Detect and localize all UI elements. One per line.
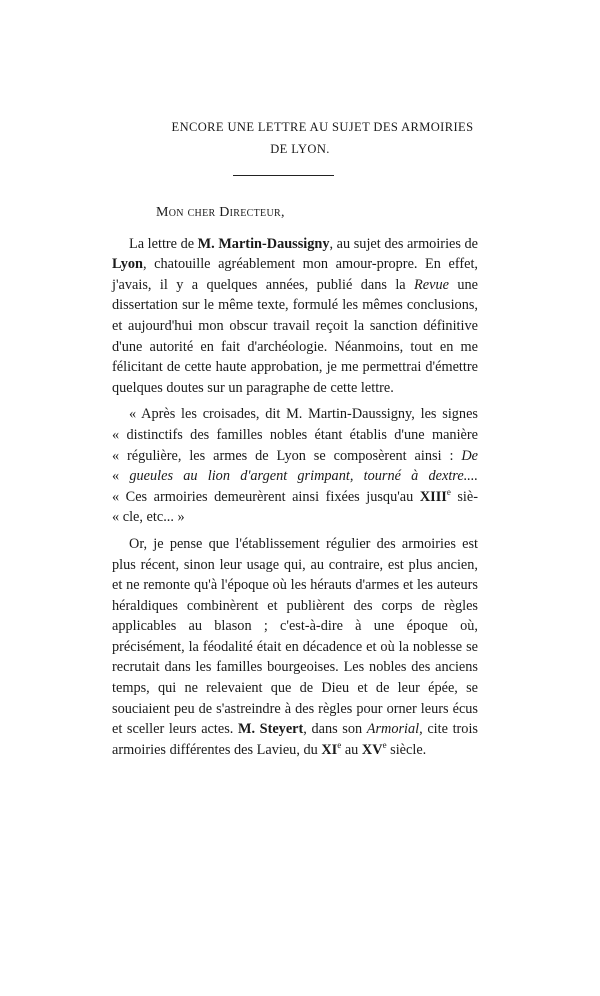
p1-text-d: une dissertation sur le même texte, formulé les mêmes conclusions, et aujourd'hui mon obscur travail reçoit la sanction définitive d'une autorité en fait d'archéologie. Néanmoins, tout en me félicitant de cette haute approbation, je me permettrai d'émettre quelques doutes sur un paragraphe de cette lettre. [112, 276, 478, 396]
paragraph-2 [112, 534, 478, 761]
quote-line-5-end: siè- [450, 488, 478, 505]
p2-text-d: au [341, 741, 362, 758]
p2-xv-sup: e [382, 740, 387, 751]
quote-line-4 [112, 466, 478, 487]
p2-text-a: Or, je pense que l'établissement régulier des armoiries est plus récent, sinon leur usage qui, au contraire, est plus ancien, et ne remonte qu'à l'époque où les hérauts d'armes et les auteurs héraldiques combinèrent et publièrent des corps de règles applicables au blason ; c'est-à-dire à une époque où, précisément, la féodalité était en décadence et où la noblesse se recrutait dans les familles bourgeoises. Les nobles des anciens temps, qui ne relevaient que de Dieu et de leur épée, se souciaient peu de s'astreindre à des règles pour orner leurs écus et sceller leurs actes. [112, 535, 478, 738]
title-line-2: DE LYON. [270, 142, 330, 156]
letter-body [112, 196, 478, 766]
p2-xi: XI [321, 741, 338, 758]
p2-xv: XV [361, 741, 383, 758]
paragraph-1 [112, 234, 478, 399]
p1-text-a: La lettre de [129, 235, 198, 252]
quote-line-3 [112, 446, 478, 467]
quote-line-4-italic: gueules au lion d'argent grimpant, tourné à dextre.... [129, 468, 478, 485]
title-divider [233, 175, 334, 176]
p1-author-name: M. Martin-Daussigny [197, 235, 330, 252]
p2-text-c: cite trois armoiries différentes des Lavieu, du [112, 721, 478, 758]
quote-line-5-sup: e [446, 486, 451, 497]
p2-armorial: Armorial, [366, 721, 423, 738]
quote-line-5 [112, 487, 478, 508]
p2-steyert: M. Steyert [237, 721, 304, 738]
quote-line-2: « distinctifs des familles nobles étant établis d'une manière [112, 426, 478, 443]
p1-text-b: , au sujet des armoiries de [329, 235, 479, 252]
quote-line-3-text: « régulière, les armes de Lyon se composèrent ainsi : [112, 447, 462, 464]
quotation [112, 404, 478, 528]
p2-text-b: , dans son [303, 721, 367, 738]
p1-revue: Revue [414, 276, 449, 293]
p2-xi-sup: e [337, 740, 342, 751]
p1-text-c: , chatouille agréablement mon amour-propre. En effet, j'avais, il y a quelques années, publié dans la [112, 256, 478, 293]
quote-line-4-mark: « [112, 468, 130, 485]
p2-text-e: siècle. [386, 741, 427, 758]
quote-line-5-text: « Ces armoiries demeurèrent ainsi fixées jusqu'au [112, 488, 420, 505]
quote-line-6: « cle, etc... » [112, 509, 185, 526]
quote-line-3-italic: De [461, 447, 478, 464]
quote-line-5-century: XIII [419, 488, 447, 505]
salutation: Mon cher Directeur, [156, 205, 285, 220]
article-title [0, 116, 600, 160]
quote-line-1: « Après les croisades, dit M. Martin-Daussigny, les signes [129, 406, 478, 423]
p1-lyon: Lyon [112, 256, 143, 273]
title-line-1: ENCORE UNE LETTRE AU SUJET DES ARMOIRIES [171, 120, 474, 134]
